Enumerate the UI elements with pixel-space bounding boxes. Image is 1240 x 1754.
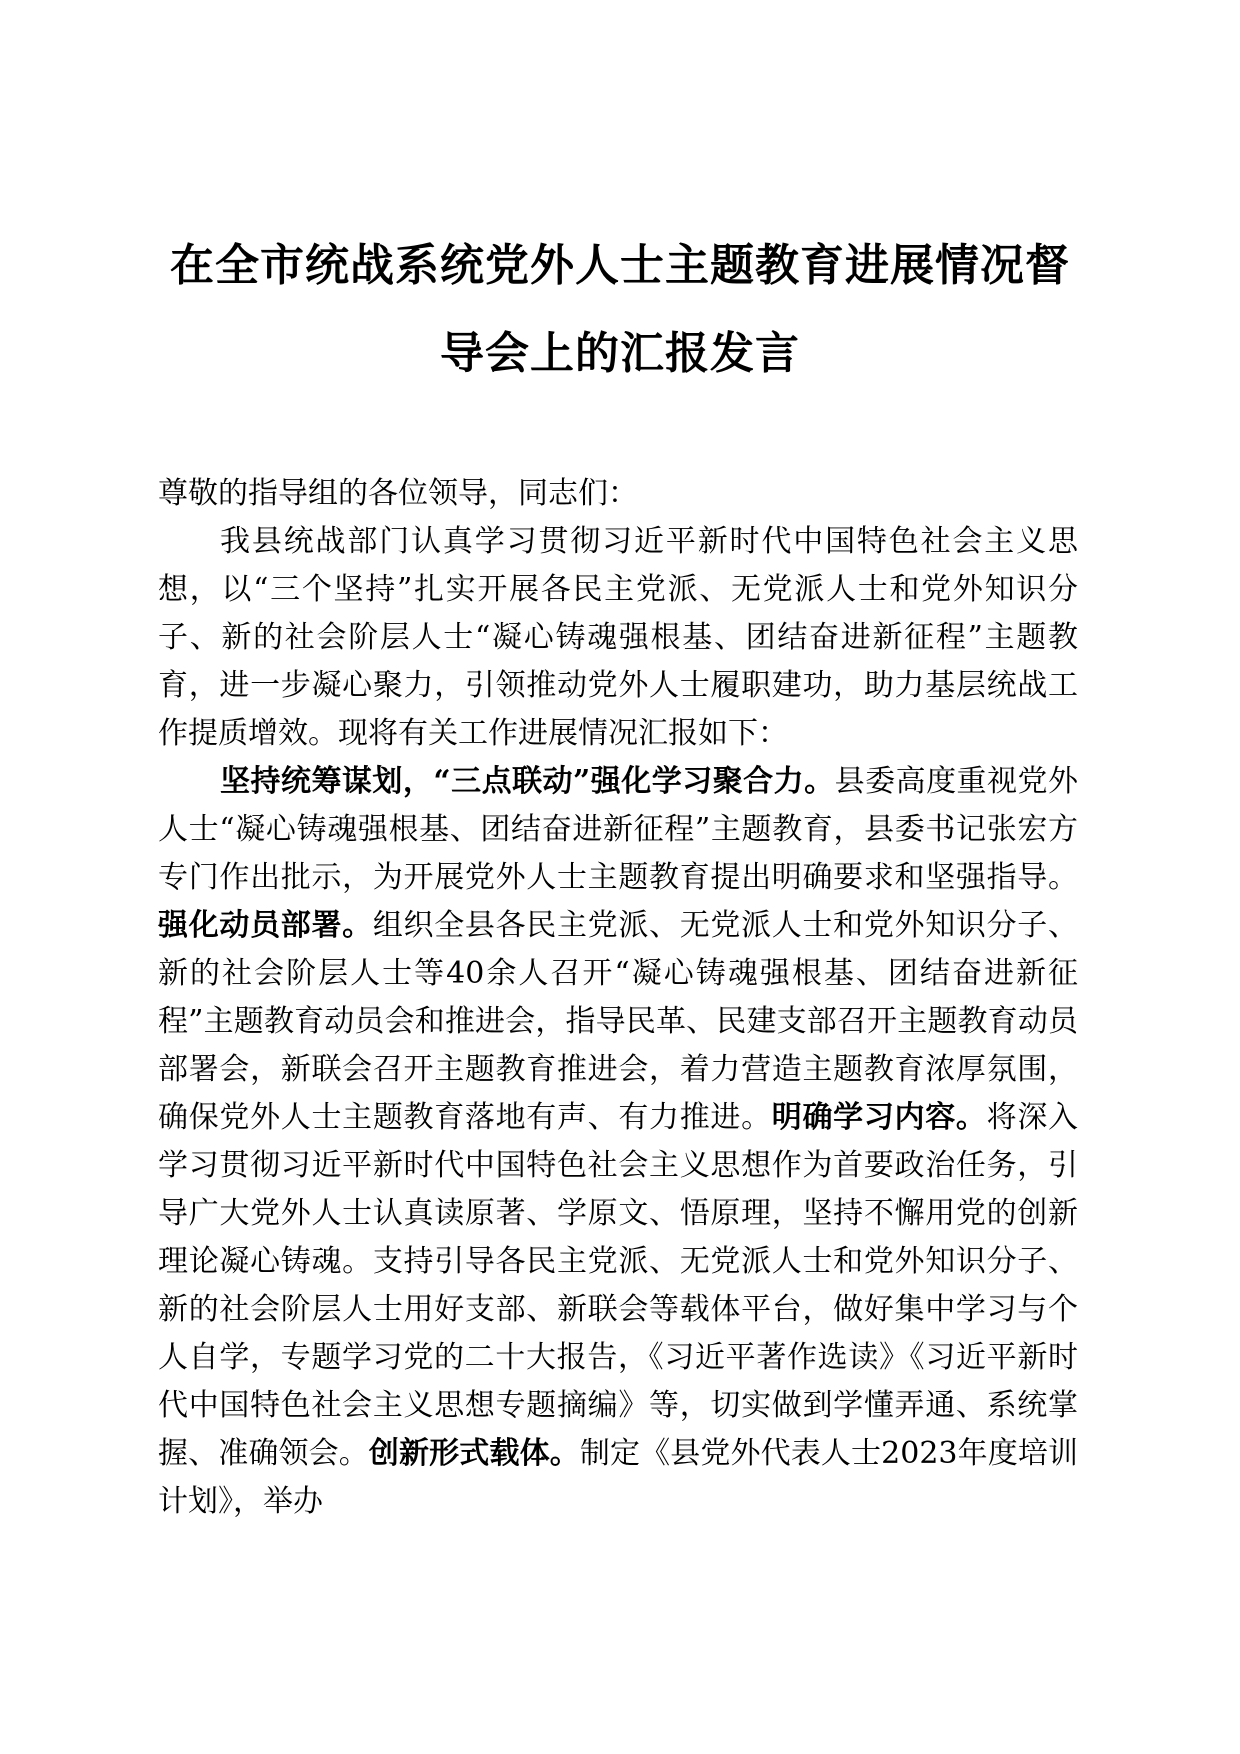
document-title (140, 222, 1100, 398)
subheading-innovation: 创新形式载体。 (368, 1436, 580, 1471)
title-line-2: 导会上的汇报发言 (440, 328, 800, 379)
section-1-paragraph (158, 758, 1078, 1526)
salutation: 尊敬的指导组的各位领导，同志们： (158, 476, 638, 511)
section-1-heading: 坚持统筹谋划，“三点联动”强化学习聚合力。 (220, 764, 835, 799)
title-line-1: 在全市统战系统党外人士主题教育进展情况督 (170, 240, 1070, 291)
section-1-text-1: 县委高度重视党外人士“凝心铸魂强根基、团结奋进新征程”主题教育，县委书记张宏方专门作出批示，为开展党外人士主题教育提出明确要求和坚强指导。 (158, 764, 1078, 895)
section-1-text-4: 制定《县党外代表人士2023年度培训计划》，举办 (158, 1436, 1079, 1519)
section-1-text-2: 组织全县各民主党派、无党派人士和党外知识分子、新的社会阶层人士等40余人召开“凝心铸魂强根基、团结奋进新征程”主题教育动员会和推进会，指导民革、民建支部召开主题教育动员部署会，新联会召开主题教育推进会，着力营造主题教育浓厚氛围，确保党外人士主题教育落地有声、有力推进。 (158, 908, 1078, 1135)
intro-paragraph: 我县统战部门认真学习贯彻习近平新时代中国特色社会主义思想，以“三个坚持”扎实开展各民主党派、无党派人士和党外知识分子、新的社会阶层人士“凝心铸魂强根基、团结奋进新征程”主题教育，进一步凝心聚力，引领推动党外人士履职建功，助力基层统战工作提质增效。现将有关工作进展情况汇报如下： (158, 524, 1078, 751)
subheading-study-content: 明确学习内容。 (771, 1100, 987, 1135)
subheading-mobilization: 强化动员部署。 (158, 908, 373, 943)
document-body (158, 470, 1078, 1526)
section-1-text-3: 将深入学习贯彻习近平新时代中国特色社会主义思想作为首要政治任务，引导广大党外人士认真读原著、学原文、悟原理，坚持不懈用党的创新理论凝心铸魂。支持引导各民主党派、无党派人士和党外知识分子、新的社会阶层人士用好支部、新联会等载体平台，做好集中学习与个人自学，专题学习党的二十大报告，《习近平著作选读》《习近平新时代中国特色社会主义思想专题摘编》等，切实做到学懂弄通、系统掌握、准确领会。 (158, 1100, 1079, 1471)
